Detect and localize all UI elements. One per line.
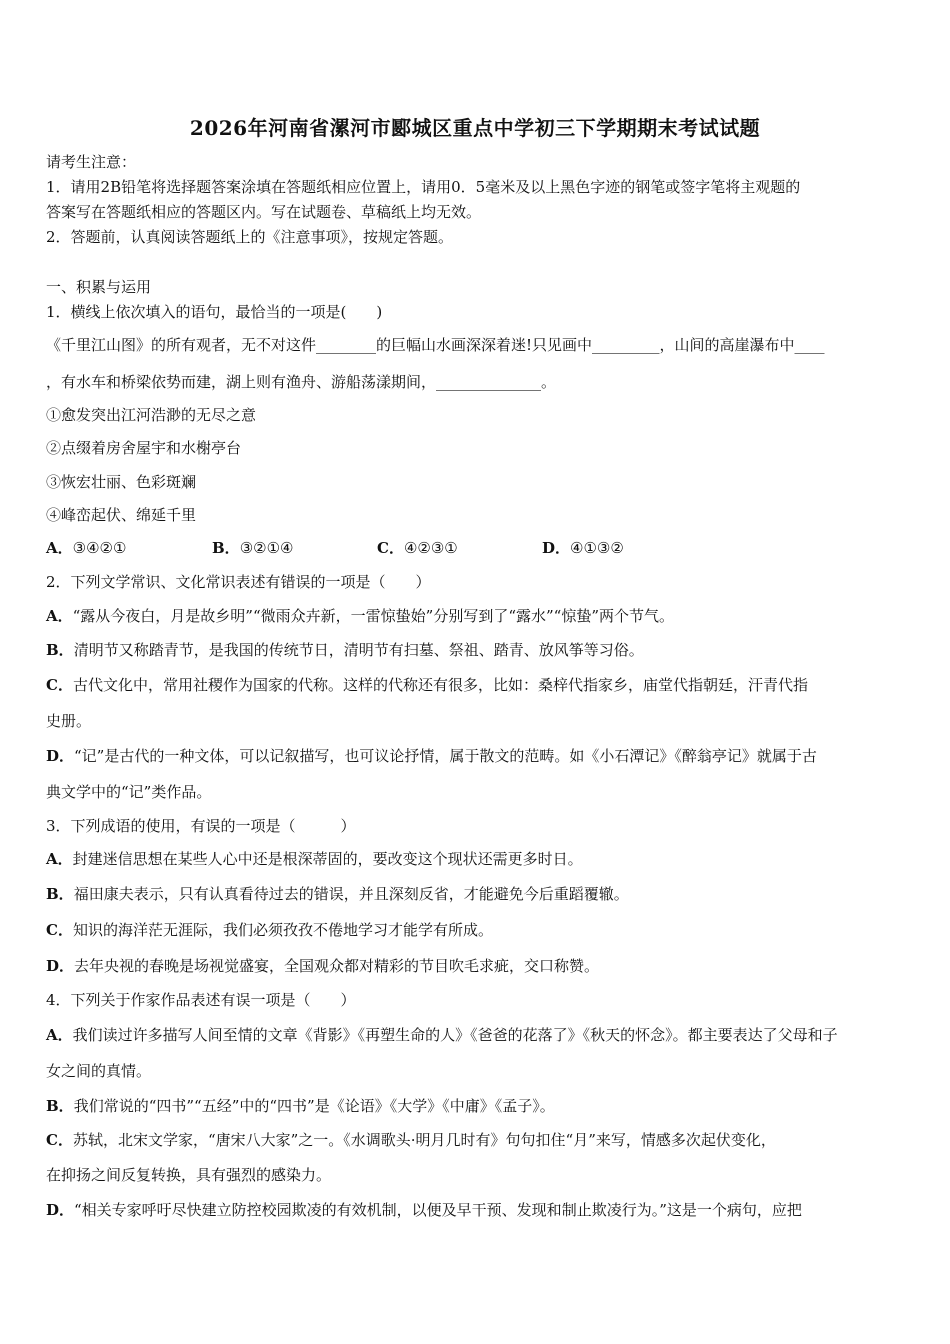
q2-option-c[interactable] [46,675,906,695]
q1-option-b[interactable] [212,538,293,558]
notice-line-1: 1．请用2B铅笔将选择题答案涂填在答题纸相应位置上，请用0．5毫米及以上黑色字迹的钢笔或签字笔将主观题的 [46,178,801,196]
q3-option-a-label: A． [46,850,73,868]
q2-option-a[interactable] [46,606,906,626]
q1-item-4: ④峰峦起伏、绵延千里 [46,506,197,524]
q3-option-c-label: C． [46,921,73,939]
q1-option-d-text: ④①③② [570,539,624,557]
q1-option-a[interactable] [46,538,126,558]
q4-option-b-label: B． [46,1097,74,1115]
section-heading: 一、积累与运用 [46,278,152,296]
q3-option-a-text: 封建迷信思想在某些人心中还是根深蒂固的，要改变这个现状还需更多时日。 [72,850,583,868]
q1-item-3: ③恢宏壮丽、色彩斑斓 [46,473,197,491]
q1-options [46,538,906,558]
q3-stem: 3．下列成语的使用，有误的一项是（ ） [46,817,356,835]
q2-option-b-text: 清明节又称踏青节，是我国的传统节日，清明节有扫墓、祭祖、踏青、放风筝等习俗。 [73,641,644,659]
notice-heading: 请考生注意： [46,153,137,171]
q1-text-line-1: 《千里江山图》的所有观者，无不对这件________的巨幅山水画深深着迷!只见画中_________，山间的高崖瀑布中____ [46,336,825,354]
q1-option-d[interactable] [542,538,624,558]
q3-option-b[interactable] [46,884,906,904]
q1-option-b-text: ③②①④ [239,539,294,557]
q1-option-b-label: B． [212,539,240,557]
q2-option-d-cont: 典文学中的“记”类作品。 [46,783,212,801]
q1-text-line-2: ，有水车和桥梁依势而建，湖上则有渔舟、游船荡漾期间，______________。 [46,373,557,391]
q2-option-c-cont: 史册。 [46,712,92,730]
notice-line-2: 答案写在答题纸相应的答题区内。写在试题卷、草稿纸上均无效。 [46,203,482,221]
q1-option-c-text: ④②③① [403,539,458,557]
q4-option-d-label: D． [46,1201,75,1219]
q3-option-c-text: 知识的海洋茫无涯际，我们必须孜孜不倦地学习才能学有所成。 [72,921,493,939]
q4-option-d[interactable] [46,1200,906,1220]
q4-option-c[interactable] [46,1130,906,1150]
q4-stem: 4．下列关于作家作品表述有误一项是（ ） [46,991,356,1009]
q4-option-a-text: 我们读过许多描写人间至情的文章《背影》《再塑生命的人》《爸爸的花落了》《秋天的怀念》。都主要表达了父母和子 [72,1026,838,1044]
q1-stem: 1．横线上依次填入的语句，最恰当的一项是( ) [46,303,383,321]
q1-option-c[interactable] [377,538,458,558]
q2-option-d-text: “记”是古代的一种文体，可以记叙描写，也可议论抒情，属于散文的范畴。如《小石潭记》《醉翁亭记》就属于古 [74,747,817,765]
q1-option-c-label: C． [377,539,404,557]
q3-option-a[interactable] [46,849,906,869]
q4-option-b-text: 我们常说的“四书”“五经”中的“四书”是《论语》《大学》《中庸》《孟子》。 [73,1097,555,1115]
q2-option-a-label: A． [46,607,73,625]
q3-option-d-text: 去年央视的春晚是场视觉盛宴，全国观众都对精彩的节目吹毛求疵，交口称赞。 [74,957,600,975]
q2-option-b[interactable] [46,640,906,660]
q4-option-a[interactable] [46,1025,906,1045]
q2-option-c-text: 古代文化中，常用社稷作为国家的代称。这样的代称还有很多，比如：桑梓代指家乡，庙堂代指朝廷，汗青代指 [72,676,808,694]
q3-option-b-label: B． [46,885,74,903]
q2-option-b-label: B． [46,641,74,659]
q2-option-a-text: “露从今夜白，月是故乡明”“微雨众卉新，一雷惊蛰始”分别写到了“露水”“惊蛰”两个节气。 [72,607,674,625]
q2-option-d-label: D． [46,747,75,765]
q4-option-c-cont: 在抑扬之间反复转换，具有强烈的感染力。 [46,1166,332,1184]
q1-option-a-text: ③④②① [72,539,127,557]
q3-option-d-label: D． [46,957,75,975]
q3-option-b-text: 福田康夫表示，只有认真看待过去的错误，并且深刻反省，才能避免今后重蹈覆辙。 [73,885,629,903]
q3-option-c[interactable] [46,920,906,940]
q4-option-c-text: 苏轼，北宋文学家，“唐宋八大家”之一。《水调歌头·明月几时有》句句扣住“月”来写，情感多次起伏变化， [72,1131,776,1149]
q1-item-1: ①愈发突出江河浩渺的无尽之意 [46,406,257,424]
notice-line-3: 2．答题前，认真阅读答题纸上的《注意事项》，按规定答题。 [46,228,454,246]
q4-option-a-cont: 女之间的真情。 [46,1062,152,1080]
q2-stem: 2．下列文学常识、文化常识表述有错误的一项是（ ） [46,573,431,591]
q4-option-c-label: C． [46,1131,73,1149]
q4-option-a-label: A． [46,1026,73,1044]
q3-option-d[interactable] [46,956,906,976]
q1-item-2: ②点缀着房舍屋宇和水榭亭台 [46,439,242,457]
q2-option-c-label: C． [46,676,73,694]
q1-option-a-label: A． [46,539,73,557]
q1-option-d-label: D． [542,539,571,557]
q4-option-d-text: “相关专家呼吁尽快建立防控校园欺凌的有效机制，以便及早干预、发现和制止欺凌行为。”这是一个病句，应把 [74,1201,802,1219]
q2-option-d[interactable] [46,746,906,766]
q4-option-b[interactable] [46,1096,906,1116]
exam-title: 2026年河南省漯河市郾城区重点中学初三下学期期末考试试题 [189,116,761,140]
